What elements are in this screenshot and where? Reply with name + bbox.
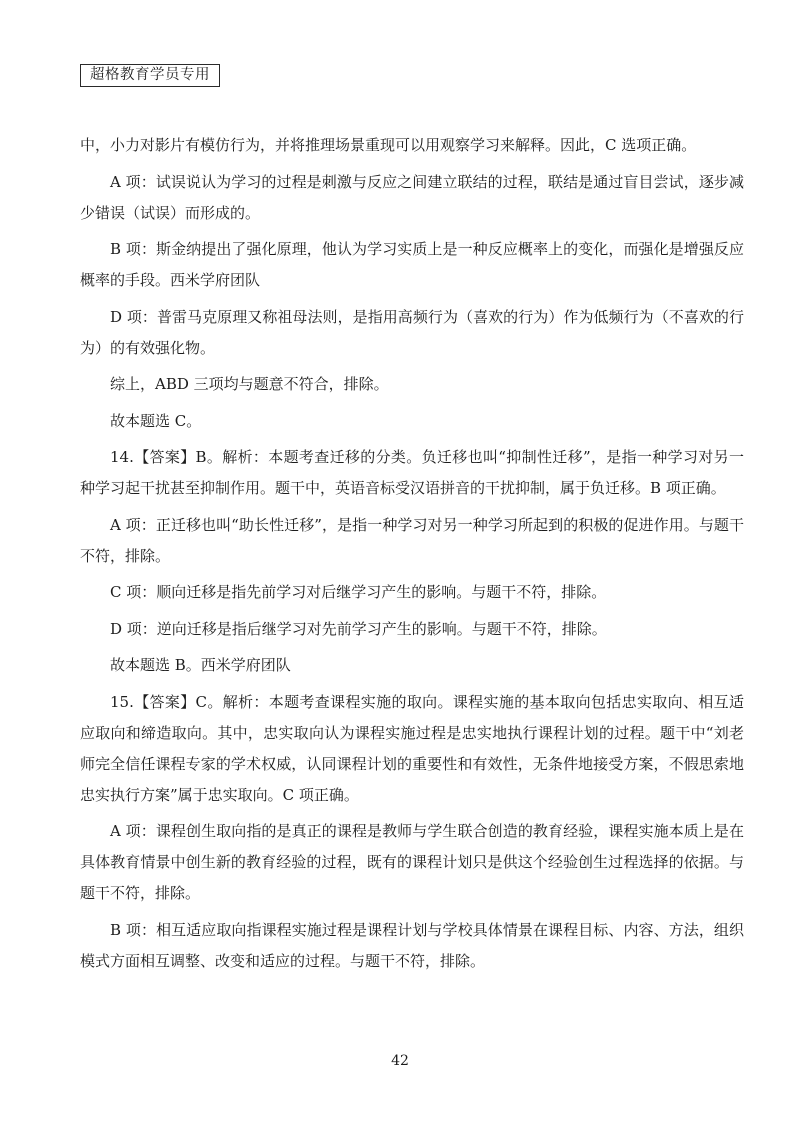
paragraph: 中，小力对影片有模仿行为，并将推理场景重现可以用观察学习来解释。因此，C 选项正确。 — [80, 136, 697, 154]
document-body — [80, 130, 744, 982]
paragraph: B 项：相互适应取向指课程实施过程是课程计划与学校具体情景在课程目标、内容、方法，组织模式方面相互调整、改变和适应的过程。与题干不符，排除。 — [80, 920, 744, 970]
paragraph: A 项：试误说认为学习的过程是刺激与反应之间建立联结的过程，联结是通过盲目尝试，逐步减少错误（试误）而形成的。 — [80, 172, 744, 222]
page-number: 42 — [391, 1053, 409, 1069]
paragraph: A 项：课程创生取向指的是真正的课程是教师与学生联合创造的教育经验，课程实施本质上是在具体教育情景中创生新的教育经验的过程，既有的课程计划只是供这个经验创生过程选择的依据。与题干不符，排除。 — [80, 822, 744, 902]
paragraph: 15.【答案】C。解析：本题考查课程实施的取向。课程实施的基本取向包括忠实取向、相互适应取向和缔造取向。其中，忠实取向认为课程实施过程是忠实地执行课程计划的过程。题干中“刘老师完全信任课程专家的学术权威，认同课程计划的重要性和有效性，无条件地接受方案，不假思索地忠实执行方案”属于忠实取向。C 项正确。 — [80, 692, 744, 804]
paragraph: A 项：正迁移也叫“助长性迁移”，是指一种学习对另一种学习所起到的积极的促进作用。与题干不符，排除。 — [80, 515, 744, 565]
header-stamp: 超格教育学员专用 — [80, 64, 220, 87]
paragraph: 综上，ABD 三项均与题意不符合，排除。 — [110, 375, 389, 393]
paragraph: B 项：斯金纳提出了强化原理，他认为学习实质上是一种反应概率上的变化，而强化是增强反应概率的手段。西米学府团队 — [80, 240, 744, 289]
paragraph: D 项：普雷马克原理又称祖母法则，是指用高频行为（喜欢的行为）作为低频行为（不喜欢的行为）的有效强化物。 — [80, 307, 744, 357]
paragraph: C 项：顺向迁移是指先前学习对后继学习产生的影响。与题干不符，排除。 — [110, 583, 607, 601]
paragraph: D 项：逆向迁移是指后继学习对先前学习产生的影响。与题干不符，排除。 — [110, 619, 607, 638]
paragraph: 故本题选 B。西米学府团队 — [110, 656, 291, 674]
paragraph: 14.【答案】B。解析：本题考查迁移的分类。负迁移也叫“抑制性迁移”，是指一种学习对另一种学习起干扰甚至抑制作用。题干中，英语音标受汉语拼音的干扰抑制，属于负迁移。B 项正确。 — [80, 448, 744, 497]
paragraph: 故本题选 C。 — [110, 411, 202, 430]
